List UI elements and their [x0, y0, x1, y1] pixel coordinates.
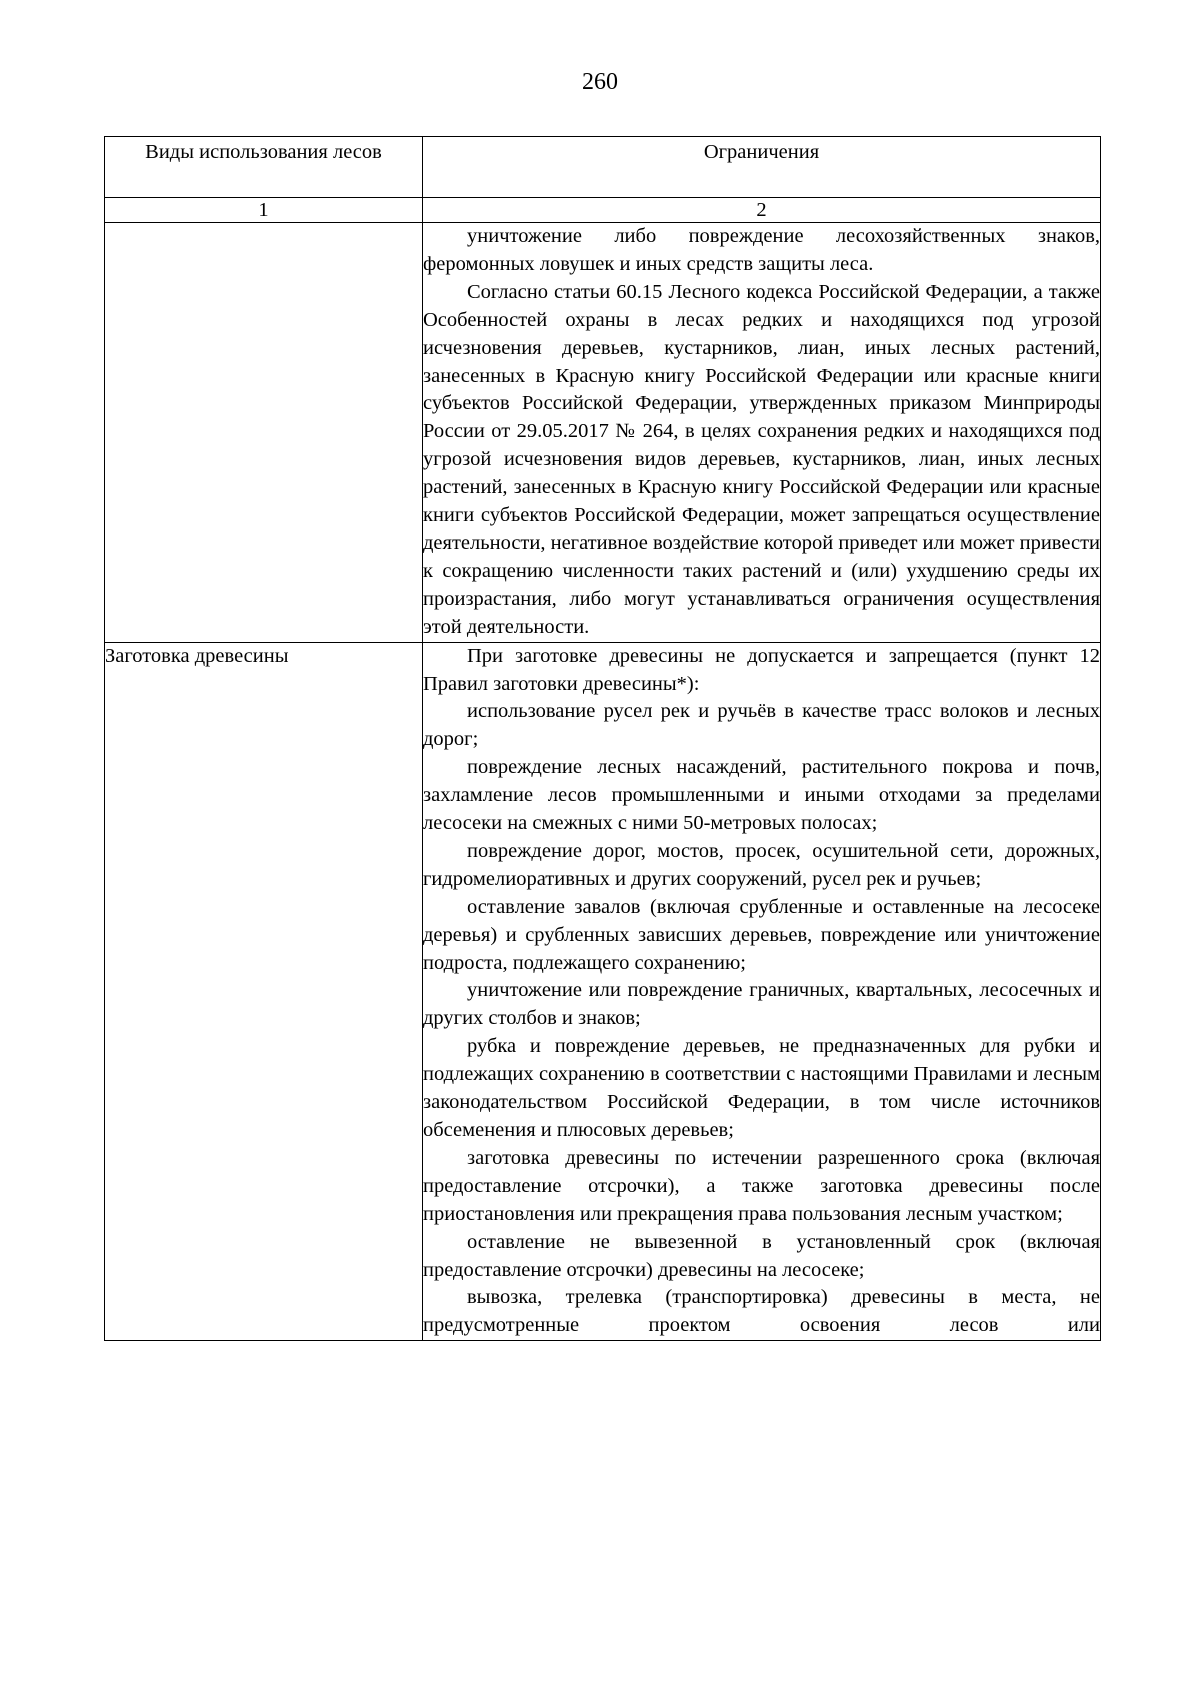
restriction-paragraph: вывозка, трелевка (транспортировка) древесины в места, не предусмотренные проектом освоения лесов или [423, 1286, 1100, 1337]
column-number-2: 2 [423, 198, 1101, 223]
table-header-row [105, 137, 1101, 198]
forest-use-type-cell [105, 223, 423, 643]
restrictions-table [104, 136, 1101, 1341]
restriction-paragraph: уничтожение либо повреждение лесохозяйственных знаков, феромонных ловушек и иных средств защиты леса. [423, 225, 1100, 275]
restriction-paragraph: уничтожение или повреждение граничных, квартальных, лесосечных и других столбов и знаков; [423, 979, 1100, 1030]
restriction-paragraph: рубка и повреждение деревьев, не предназначенных для рубки и подлежащих сохранению в соответствии с настоящими Правилами и лесным законодательством Российской Федерации, в том числе источников обсеменения и плюсовых деревьев; [423, 1035, 1100, 1141]
restrictions-cell [423, 642, 1101, 1341]
column-number-1: 1 [105, 198, 423, 223]
restrictions-cell [423, 223, 1101, 643]
restriction-paragraph: повреждение лесных насаждений, растительного покрова и почв, захламление лесов промышленными и иными отходами за пределами лесосеки на смежных с ними 50-метровых полосах; [423, 756, 1100, 835]
restriction-paragraph: оставление не вывезенной в установленный срок (включая предоставление отсрочки) древесины на лесосеке; [423, 1230, 1100, 1281]
restriction-paragraph: использование русел рек и ручьёв в качестве трасс волоков и лесных дорог; [423, 700, 1100, 751]
restriction-paragraph: заготовка древесины по истечении разрешенного срока (включая предоставление отсрочки), а также заготовка древесины после приостановления или прекращения права пользования лесным участком; [423, 1146, 1100, 1225]
restriction-paragraph: Согласно статьи 60.15 Лесного кодекса Российской Федерации, а также Особенностей охраны в лесах редких и находящихся под угрозой исчезновения деревьев, кустарников, лиан, иных лесных растений, занесенных в Красную книгу Российской Федерации или красные книги субъектов Российской Федерации, утвержденных приказом Минприроды России от 29.05.2017 № 264, в целях сохранения редких и находящихся под угрозой исчезновения видов деревьев, кустарников, лиан, иных лесных растений, занесенных в Красную книгу Российской Федерации или красные книги субъектов Российской Федерации, может запрещаться осуществление деятельности, негативное воздействие которой приведет или может привести к сокращению численности таких растений и (или) ухудшению среды их произрастания, либо могут устанавливаться ограничения осуществления этой деятельности. [423, 280, 1101, 638]
table-row [105, 223, 1101, 643]
forest-use-type-cell: Заготовка древесины [105, 642, 423, 1341]
restriction-paragraph: повреждение дорог, мостов, просек, осушительной сети, дорожных, гидромелиоративных и других сооружений, русел рек и ручьев; [423, 839, 1100, 890]
column-number-row [105, 198, 1101, 223]
table-row [105, 642, 1101, 1341]
header-restrictions: Ограничения [423, 137, 1101, 198]
header-forest-use-types: Виды использования лесов [105, 137, 423, 198]
restriction-paragraph: оставление завалов (включая срубленные и оставленные на лесосеке деревья) и срубленных зависших деревьев, повреждение или уничтожение подроста, подлежащего сохранению; [423, 895, 1100, 974]
page-number: 260 [582, 69, 618, 95]
restriction-paragraph: При заготовке древесины не допускается и запрещается (пункт 12 Правил заготовки древесины*): [423, 644, 1100, 695]
